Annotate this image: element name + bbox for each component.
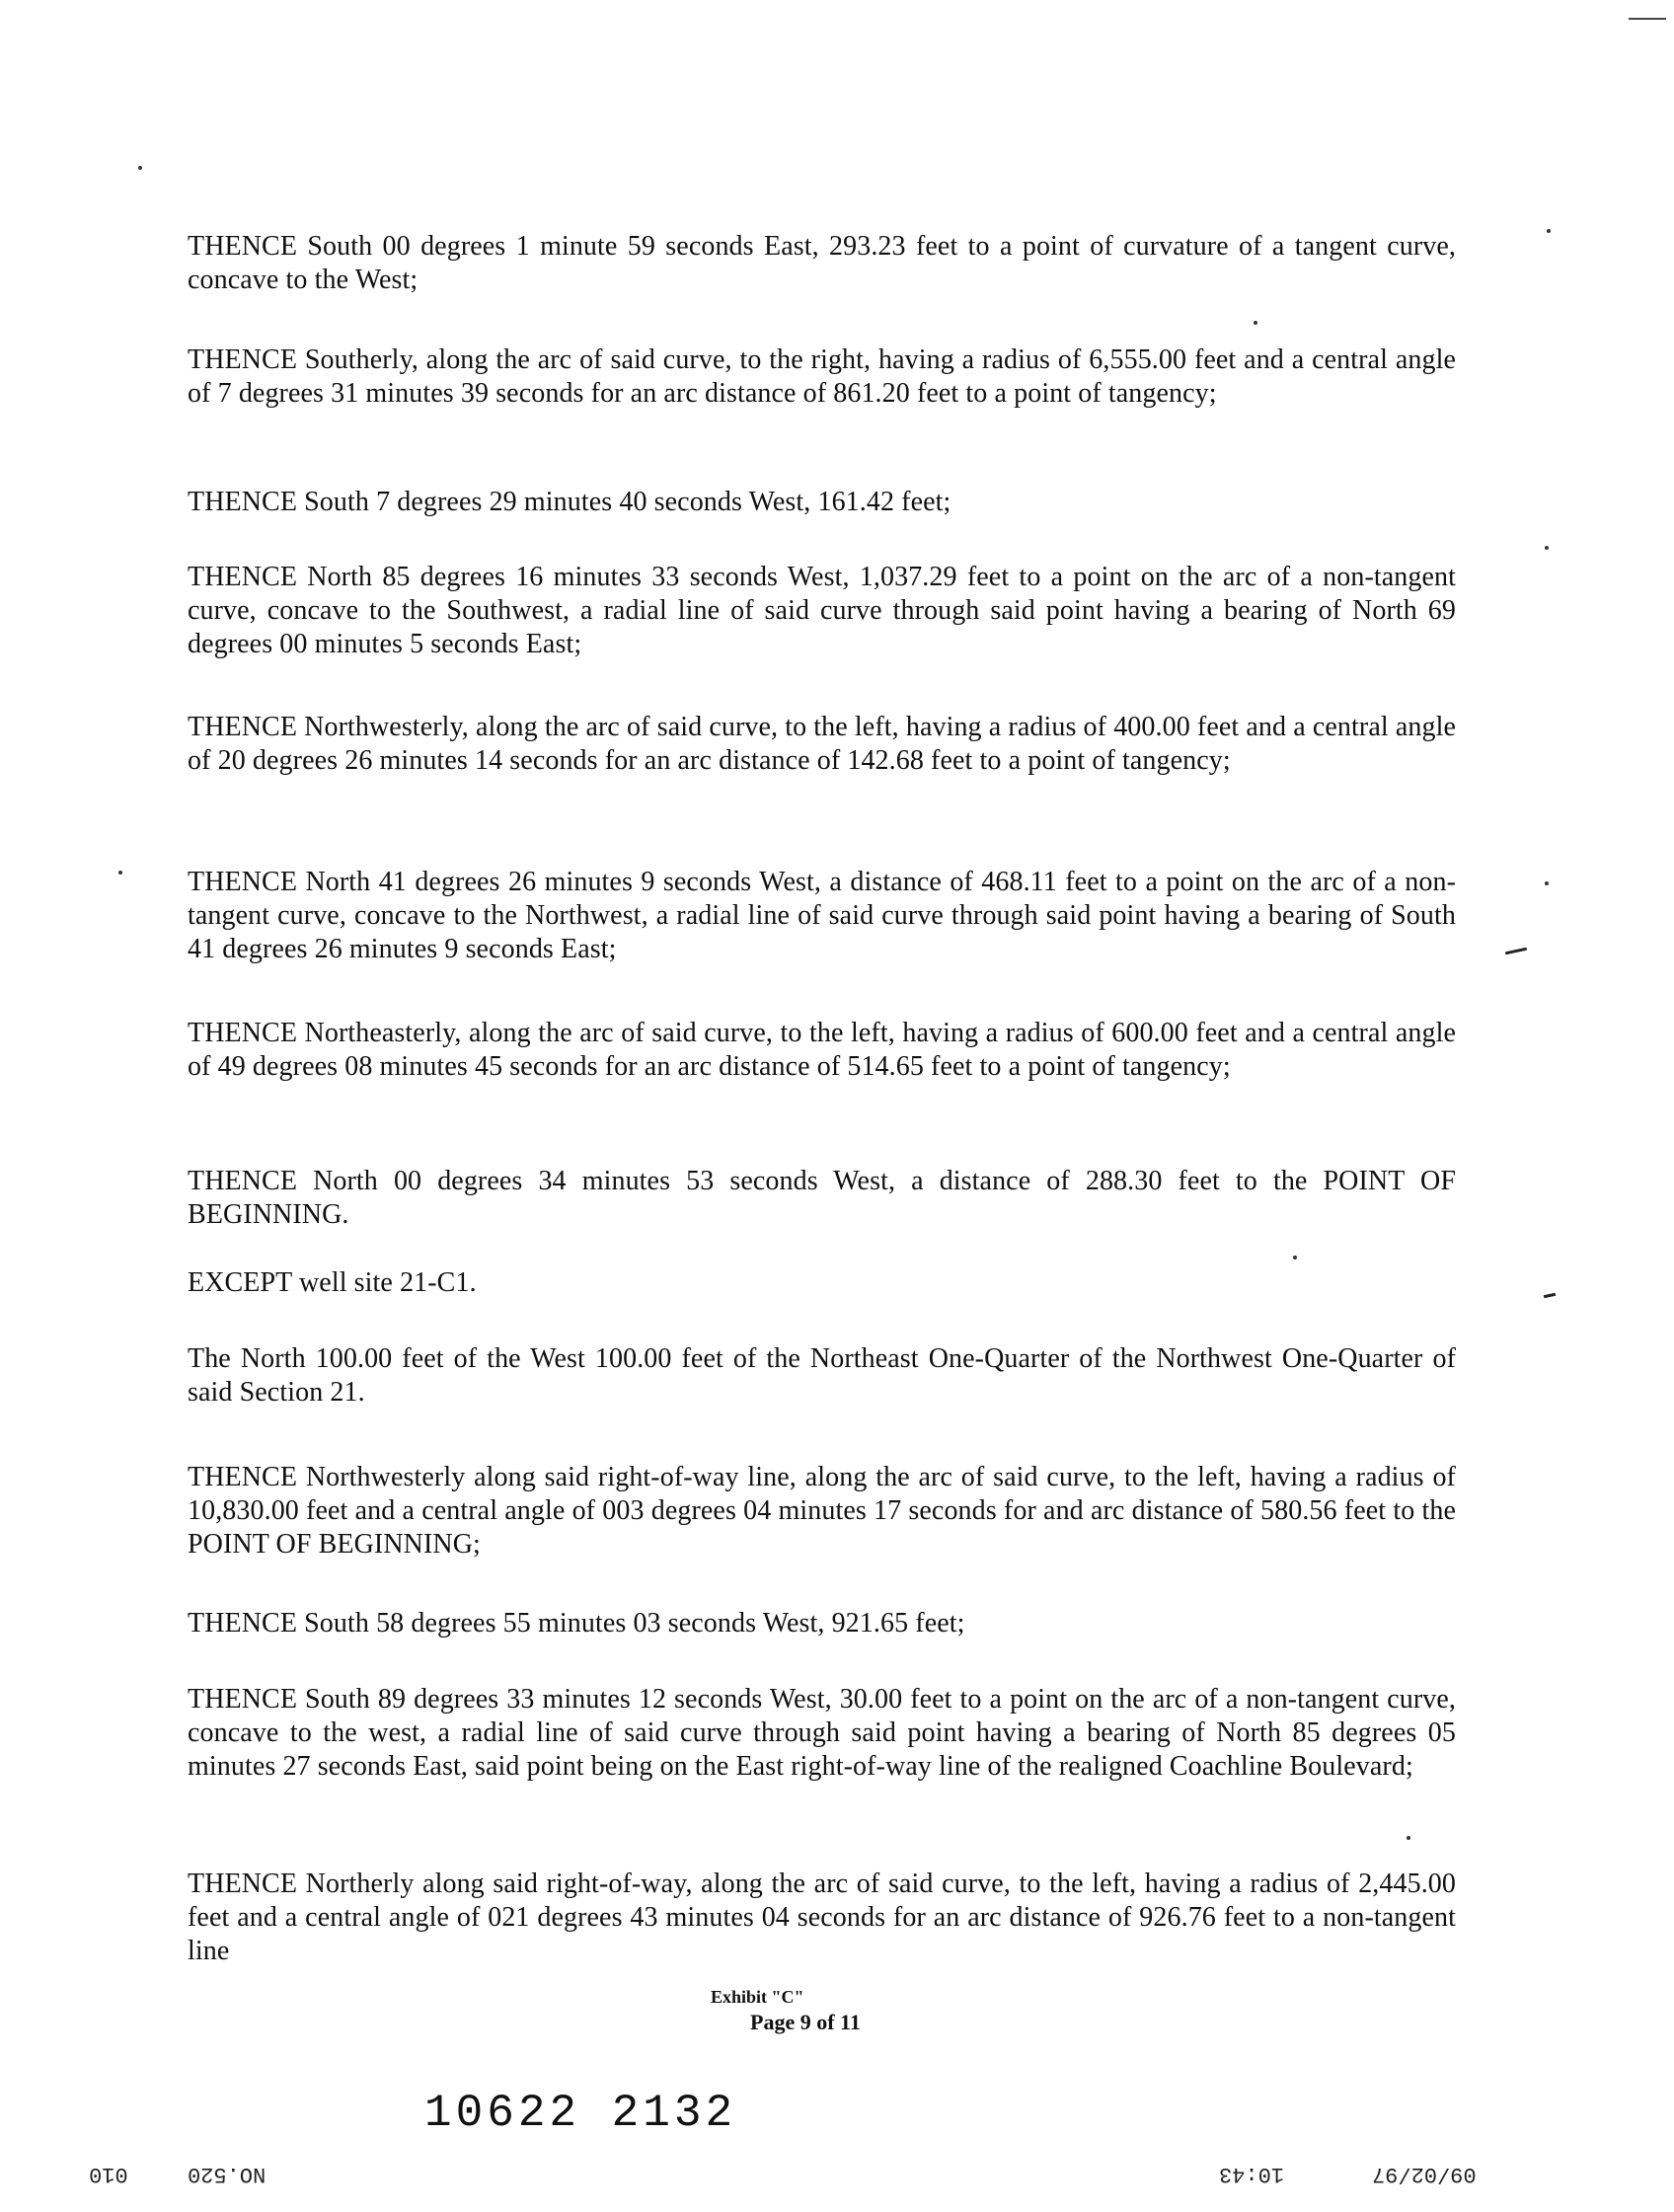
legal-paragraph-1: THENCE South 00 degrees 1 minute 59 seconds East, 293.23 feet to a point of curvature of a tangent curve, concave to the West; xyxy=(188,231,1456,295)
scan-speck xyxy=(118,871,122,875)
fax-header-number: NO.520 xyxy=(188,2162,266,2186)
legal-paragraph-9: EXCEPT well site 21-C1. xyxy=(188,1267,477,1298)
recording-number: 10622 2132 xyxy=(424,2088,737,2139)
scan-dash xyxy=(1505,948,1527,955)
scan-speck xyxy=(1545,546,1549,550)
page-number: Page 9 of 11 xyxy=(750,2010,861,2034)
exhibit-label: Exhibit "C" xyxy=(711,1987,804,2007)
legal-paragraph-11: THENCE Northwesterly along said right-of-way line, along the arc of said curve, to the left, having a radius of 10,830.00 feet and a central angle of 003 degrees 04 minutes 17 seconds for and arc distance of 580.56 feet to the POINT OF BEGINNING; xyxy=(188,1462,1456,1560)
scan-speck xyxy=(138,166,142,170)
legal-paragraph-8: THENCE North 00 degrees 34 minutes 53 seconds West, a distance of 288.30 feet to the POINT OF BEGINNING. xyxy=(188,1166,1456,1230)
legal-paragraph-6: THENCE North 41 degrees 26 minutes 9 seconds West, a distance of 468.11 feet to a point on the arc of a non-tangent curve, concave to the Northwest, a radial line of said curve through said point having a bearing of South 41 degrees 26 minutes 9 seconds East; xyxy=(188,867,1456,964)
legal-paragraph-13: THENCE South 89 degrees 33 minutes 12 seconds West, 30.00 feet to a point on the arc of a non-tangent curve, concave to the west, a radial line of said curve through said point having a bearing of North 85 degrees 05 minutes 27 seconds East, said point being on the East right-of-way line of the realigned Coachline Boulevard; xyxy=(188,1684,1456,1782)
scan-speck xyxy=(1545,881,1549,885)
legal-paragraph-10: The North 100.00 feet of the West 100.00 feet of the Northeast One-Quarter of the Northwest One-Quarter of said Section 21. xyxy=(188,1343,1456,1408)
legal-paragraph-5: THENCE Northwesterly, along the arc of said curve, to the left, having a radius of 400.00 feet and a central angle of 20 degrees 26 minutes 14 seconds for an arc distance of 142.68 feet to a point of tangency; xyxy=(188,712,1456,776)
legal-paragraph-12: THENCE South 58 degrees 55 minutes 03 seconds West, 921.65 feet; xyxy=(188,1608,965,1639)
fax-header-page: 010 xyxy=(89,2162,128,2186)
scan-speck xyxy=(1407,1836,1410,1840)
legal-paragraph-2: THENCE Southerly, along the arc of said curve, to the right, having a radius of 6,555.00 feet and a central angle of 7 degrees 31 minutes 39 seconds for an arc distance of 861.20 feet to a point of tangency; xyxy=(188,344,1456,409)
legal-paragraph-14: THENCE Northerly along said right-of-way, along the arc of said curve, to the left, having a radius of 2,445.00 feet and a central angle of 021 degrees 43 minutes 04 seconds for an arc distance of 926.76 feet to a non-tangent line xyxy=(188,1869,1456,1966)
legal-paragraph-3: THENCE South 7 degrees 29 minutes 40 seconds West, 161.42 feet; xyxy=(188,487,951,517)
scan-dash xyxy=(1544,1293,1556,1298)
scan-speck xyxy=(1254,321,1257,325)
fax-header-date: 09/02/97 xyxy=(1372,2162,1477,2186)
corner-mark xyxy=(1629,18,1666,20)
scan-speck xyxy=(1293,1256,1297,1259)
fax-header-time: 10:43 xyxy=(1219,2162,1285,2186)
scan-speck xyxy=(1547,229,1551,233)
legal-paragraph-7: THENCE Northeasterly, along the arc of said curve, to the left, having a radius of 600.00 feet and a central angle of 49 degrees 08 minutes 45 seconds for an arc distance of 514.65 feet to a point of tangency; xyxy=(188,1018,1456,1082)
legal-paragraph-4: THENCE North 85 degrees 16 minutes 33 seconds West, 1,037.29 feet to a point on the arc of a non-tangent curve, concave to the Southwest, a radial line of said curve through said point having a bearing of North 69 degrees 00 minutes 5 seconds East; xyxy=(188,562,1456,659)
